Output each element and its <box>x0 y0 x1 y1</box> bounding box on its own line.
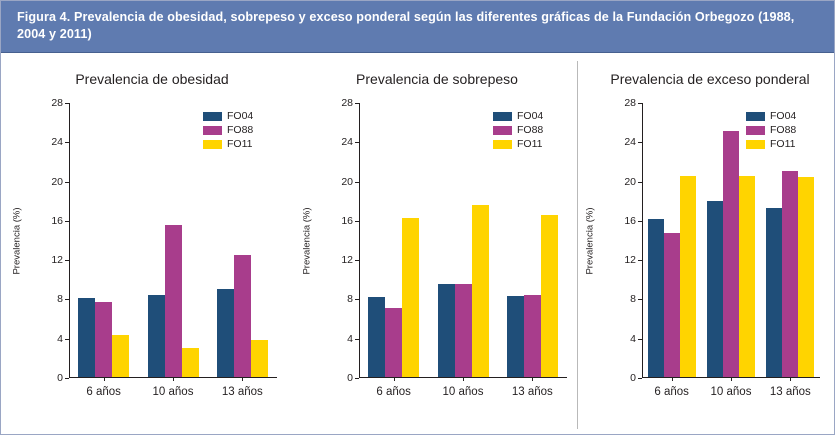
chart-title: Prevalencia de obesidad <box>75 71 229 87</box>
bar-fo04-1 <box>438 284 455 377</box>
x-axis-tick-mark <box>242 377 243 381</box>
legend-swatch-fo88 <box>746 126 765 135</box>
legend-swatch-fo04 <box>746 112 765 121</box>
x-axis-tick-mark <box>672 377 673 381</box>
x-axis-tick-label: 10 años <box>152 386 194 398</box>
y-axis-tick-label: 8 <box>347 293 353 306</box>
bar-fo88-1 <box>455 284 472 377</box>
legend <box>203 109 253 151</box>
y-axis-tick-mark <box>638 260 642 261</box>
y-axis-tick-label: 12 <box>51 254 63 267</box>
bar-fo88-2 <box>782 171 798 377</box>
y-axis-tick-label: 24 <box>624 136 636 149</box>
y-axis-tick-mark <box>638 299 642 300</box>
x-axis-tick-label: 10 años <box>710 386 752 398</box>
y-axis-tick-mark <box>638 142 642 143</box>
bar-fo11-2 <box>798 177 814 377</box>
bar-fo11-2 <box>541 215 558 377</box>
bar-group <box>368 102 419 398</box>
y-axis-tick-mark <box>355 221 359 222</box>
y-axis-tick-label: 8 <box>57 293 63 306</box>
y-axis-tick-label: 4 <box>630 332 636 345</box>
bar-fo11-2 <box>251 340 268 377</box>
bar-fo11-0 <box>112 335 129 377</box>
legend-label-fo88: FO88 <box>770 124 797 136</box>
bar-group <box>648 102 696 398</box>
bar-fo04-2 <box>766 208 782 377</box>
y-axis-tick-mark <box>638 339 642 340</box>
y-axis <box>642 103 643 378</box>
y-axis-tick-mark <box>65 260 69 261</box>
bar-fo88-2 <box>524 295 541 378</box>
legend-label-fo04: FO04 <box>770 110 797 122</box>
y-axis-tick-mark <box>638 221 642 222</box>
x-axis-tick-mark <box>463 377 464 381</box>
bar-fo04-2 <box>507 296 524 377</box>
y-axis-tick-label: 28 <box>51 97 63 109</box>
legend-item-fo11 <box>493 137 543 151</box>
y-axis <box>359 103 360 378</box>
legend-swatch-fo04 <box>493 112 512 121</box>
y-axis-tick-label: 16 <box>51 214 63 227</box>
chart-title: Prevalencia de exceso ponderal <box>610 71 810 87</box>
y-axis-tick-mark <box>65 378 69 379</box>
legend-label-fo88: FO88 <box>227 124 254 136</box>
y-axis-tick-label: 16 <box>341 214 353 227</box>
legend-item-fo88 <box>493 123 543 137</box>
legend-label-fo88: FO88 <box>517 124 544 136</box>
y-axis-tick-mark <box>355 378 359 379</box>
bar-fo88-1 <box>723 131 739 377</box>
x-axis-tick-mark <box>790 377 791 381</box>
legend-item-fo11 <box>746 137 796 151</box>
y-axis <box>69 103 70 378</box>
bar-fo11-1 <box>182 348 199 377</box>
y-axis-tick-label: 0 <box>347 372 353 384</box>
bar-fo88-1 <box>165 225 182 377</box>
y-axis-tick-mark <box>355 299 359 300</box>
y-axis-label: Prevalencia (%) <box>584 206 596 275</box>
figure-caption-text: Prevalencia de obesidad, sobrepeso y exceso ponderal según las diferentes gráficas de la Fundación Orbegozo (1988, 2004 y 2011) <box>17 10 795 41</box>
figure-caption <box>17 9 820 43</box>
legend-item-fo04 <box>203 109 253 123</box>
legend-label-fo11: FO11 <box>517 138 543 150</box>
legend-label-fo04: FO04 <box>227 110 254 122</box>
bar-fo88-2 <box>234 255 251 377</box>
x-axis-tick-label: 6 años <box>654 386 689 398</box>
chart-panel-obesidad <box>7 61 297 429</box>
legend-label-fo04: FO04 <box>517 110 544 122</box>
y-axis-tick-label: 0 <box>630 372 636 384</box>
y-axis-tick-label: 20 <box>51 175 63 188</box>
bar-fo04-2 <box>217 289 234 377</box>
bar-group <box>78 102 129 398</box>
legend-item-fo04 <box>493 109 543 123</box>
x-axis-tick-label: 13 años <box>221 386 263 398</box>
y-axis-tick-label: 20 <box>624 175 636 188</box>
figure-caption-bar <box>1 1 834 53</box>
y-axis-tick-mark <box>65 339 69 340</box>
bar-fo11-0 <box>402 218 419 377</box>
legend-swatch-fo11 <box>746 140 765 149</box>
legend-item-fo88 <box>203 123 253 137</box>
y-axis-tick-mark <box>355 103 359 104</box>
y-axis-tick-mark <box>355 260 359 261</box>
chart-panel-exceso-ponderal <box>577 61 834 429</box>
legend-swatch-fo88 <box>203 126 222 135</box>
bar-fo88-0 <box>95 302 112 377</box>
bar-fo04-0 <box>368 297 385 377</box>
bar-group <box>148 102 199 398</box>
y-axis-tick-label: 28 <box>624 97 636 109</box>
y-axis-tick-label: 4 <box>57 332 63 345</box>
legend-label-fo11: FO11 <box>227 138 253 150</box>
bar-fo04-0 <box>648 219 664 377</box>
x-axis-tick-label: 6 años <box>86 386 121 398</box>
y-axis-tick-label: 8 <box>630 293 636 306</box>
bar-fo11-0 <box>680 176 696 377</box>
chart-title: Prevalencia de sobrepeso <box>356 71 518 87</box>
x-axis-tick-label: 6 años <box>376 386 411 398</box>
y-axis-tick-label: 24 <box>341 136 353 149</box>
legend <box>493 109 543 151</box>
bar-fo04-1 <box>707 201 723 377</box>
y-axis-tick-mark <box>638 378 642 379</box>
legend-swatch-fo88 <box>493 126 512 135</box>
chart-panel-sobrepeso <box>297 61 577 429</box>
legend-swatch-fo04 <box>203 112 222 121</box>
x-axis-tick-mark <box>731 377 732 381</box>
x-axis-tick-mark <box>394 377 395 381</box>
legend-swatch-fo11 <box>203 140 222 149</box>
bar-group <box>438 102 489 398</box>
bar-fo11-1 <box>739 176 755 377</box>
bar-fo11-1 <box>472 205 489 377</box>
y-axis-tick-mark <box>355 142 359 143</box>
y-axis-tick-label: 28 <box>341 97 353 109</box>
legend <box>746 109 796 151</box>
y-axis-tick-mark <box>65 182 69 183</box>
y-axis-tick-label: 16 <box>624 214 636 227</box>
x-axis-tick-label: 10 años <box>442 386 484 398</box>
y-axis-tick-mark <box>355 339 359 340</box>
y-axis-tick-mark <box>65 103 69 104</box>
y-axis-tick-mark <box>65 299 69 300</box>
bar-fo88-0 <box>385 308 402 377</box>
bar-fo04-1 <box>148 295 165 378</box>
y-axis-tick-label: 24 <box>51 136 63 149</box>
x-axis-tick-mark <box>532 377 533 381</box>
legend-label-fo11: FO11 <box>770 138 796 150</box>
y-axis-tick-mark <box>65 142 69 143</box>
x-axis-tick-label: 13 años <box>511 386 553 398</box>
y-axis-tick-label: 0 <box>57 372 63 384</box>
y-axis-tick-label: 4 <box>347 332 353 345</box>
x-axis-tick-mark <box>173 377 174 381</box>
y-axis-tick-label: 12 <box>624 254 636 267</box>
y-axis-tick-mark <box>638 182 642 183</box>
y-axis-tick-label: 20 <box>341 175 353 188</box>
legend-swatch-fo11 <box>493 140 512 149</box>
y-axis-tick-mark <box>638 103 642 104</box>
y-axis-tick-label: 12 <box>341 254 353 267</box>
legend-item-fo04 <box>746 109 796 123</box>
figure-label: Figura 4. <box>17 10 71 24</box>
legend-item-fo88 <box>746 123 796 137</box>
x-axis-tick-mark <box>104 377 105 381</box>
y-axis-tick-mark <box>65 221 69 222</box>
y-axis-label: Prevalencia (%) <box>11 206 23 275</box>
x-axis-tick-label: 13 años <box>769 386 811 398</box>
legend-item-fo11 <box>203 137 253 151</box>
bar-fo88-0 <box>664 233 680 377</box>
y-axis-label: Prevalencia (%) <box>301 206 313 275</box>
bar-fo04-0 <box>78 298 95 377</box>
y-axis-tick-mark <box>355 182 359 183</box>
